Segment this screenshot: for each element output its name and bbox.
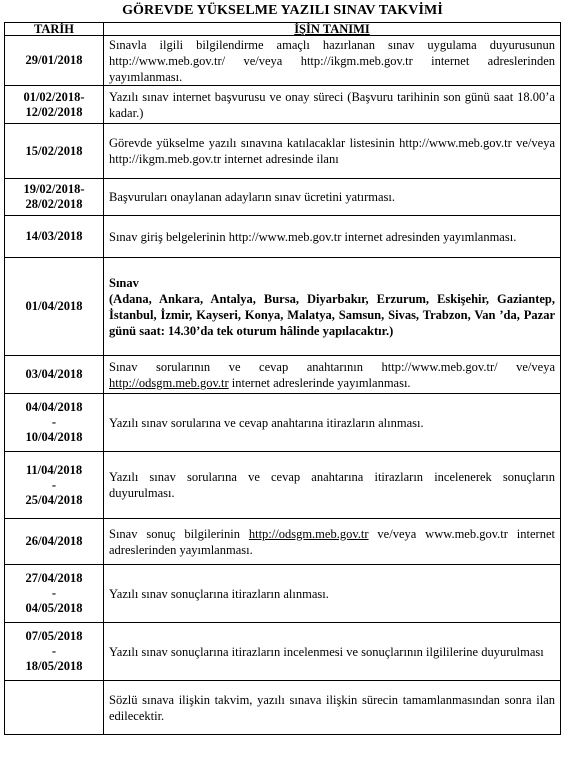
table-row	[5, 452, 561, 519]
row-description: Sınavla ilgili bilgilendirme amaçlı hazırlanan sınav uygulama duyurusunun http://www.meb.gov.tr/ ve/veya http://ikgm.meb.gov.tr internet adreslerinden yayımlanması.	[104, 36, 561, 86]
exam-cities: (Adana, Ankara, Antalya, Bursa, Diyarbakır, Erzurum, Eskişehir, Gaziantep, İstanbul, İzmir, Kayseri, Konya, Malatya, Samsun, Sivas, Trabzon, Van ’da, Pazar günü saat: 14.30’da tek oturum hâlinde yapılacaktır.)	[109, 291, 555, 338]
row-date: 27/04/2018 - 04/05/2018	[5, 565, 104, 623]
table-row	[5, 623, 561, 681]
row-description: Yazılı sınav sonuçlarına itirazların alınması.	[104, 565, 561, 623]
row-description: Başvuruları onaylanan adayların sınav ücretini yatırması.	[104, 179, 561, 216]
row-date-empty	[5, 681, 104, 735]
table-row	[5, 124, 561, 179]
header-date: TARİH	[5, 23, 104, 36]
row-date: 19/02/2018- 28/02/2018	[5, 179, 104, 216]
row-description: Yazılı sınav sorularına ve cevap anahtarına itirazların incelenerek sonuçların duyurulması.	[104, 452, 561, 519]
table-header-row	[5, 23, 561, 36]
row-description: Görevde yükselme yazılı sınavına katılacaklar listesinin http://www.meb.gov.tr ve/veya http://ikgm.meb.gov.tr internet adresinde ilanı	[104, 124, 561, 179]
table-row	[5, 394, 561, 452]
row-date: 01/02/2018- 12/02/2018	[5, 86, 104, 124]
document-title: GÖREVDE YÜKSELME YAZILI SINAV TAKVİMİ	[122, 3, 443, 18]
table-row	[5, 179, 561, 216]
row-date: 04/04/2018 - 10/04/2018	[5, 394, 104, 452]
row-date: 07/05/2018 - 18/05/2018	[5, 623, 104, 681]
row-date: 14/03/2018	[5, 216, 104, 258]
row-description: Sözlü sınava ilişkin takvim, yazılı sınava ilişkin sürecin tamamlanmasından sonra ilan edilecektir.	[104, 681, 561, 735]
row-date: 26/04/2018	[5, 519, 104, 565]
odsgm-link[interactable]: http://odsgm.meb.gov.tr	[109, 375, 229, 390]
row-date: 29/01/2018	[5, 36, 104, 86]
row-description	[104, 258, 561, 356]
header-task: İŞİN TANIMI	[104, 23, 561, 36]
row-description: Sınav sonuç bilgilerinin http://odsgm.meb.gov.tr ve/veya www.meb.gov.tr internet adreslerinden yayımlanması.	[104, 519, 561, 565]
table-row	[5, 519, 561, 565]
row-date: 01/04/2018	[5, 258, 104, 356]
row-description: Yazılı sınav sorularına ve cevap anahtarına itirazların alınması.	[104, 394, 561, 452]
schedule-table	[4, 22, 561, 735]
row-date: 03/04/2018	[5, 356, 104, 394]
table-row	[5, 356, 561, 394]
table-row	[5, 681, 561, 735]
row-date: 15/02/2018	[5, 124, 104, 179]
row-date: 11/04/2018 - 25/04/2018	[5, 452, 104, 519]
row-description: Yazılı sınav internet başvurusu ve onay süreci (Başvuru tarihinin son günü saat 18.00’a kadar.)	[104, 86, 561, 124]
exam-label: Sınav	[109, 275, 139, 290]
table-row	[5, 258, 561, 356]
table-row	[5, 36, 561, 86]
table-row	[5, 86, 561, 124]
table-row	[5, 565, 561, 623]
row-description: Sınav sorularının ve cevap anahtarının http://www.meb.gov.tr/ ve/veya http://odsgm.meb.gov.tr internet adreslerinde yayımlanması.	[104, 356, 561, 394]
row-description: Sınav giriş belgelerinin http://www.meb.gov.tr internet adresinden yayımlanması.	[104, 216, 561, 258]
row-description: Yazılı sınav sonuçlarına itirazların incelenmesi ve sonuçlarının ilgililerine duyurulması	[104, 623, 561, 681]
odsgm-link[interactable]: http://odsgm.meb.gov.tr	[248, 526, 369, 541]
table-row	[5, 216, 561, 258]
